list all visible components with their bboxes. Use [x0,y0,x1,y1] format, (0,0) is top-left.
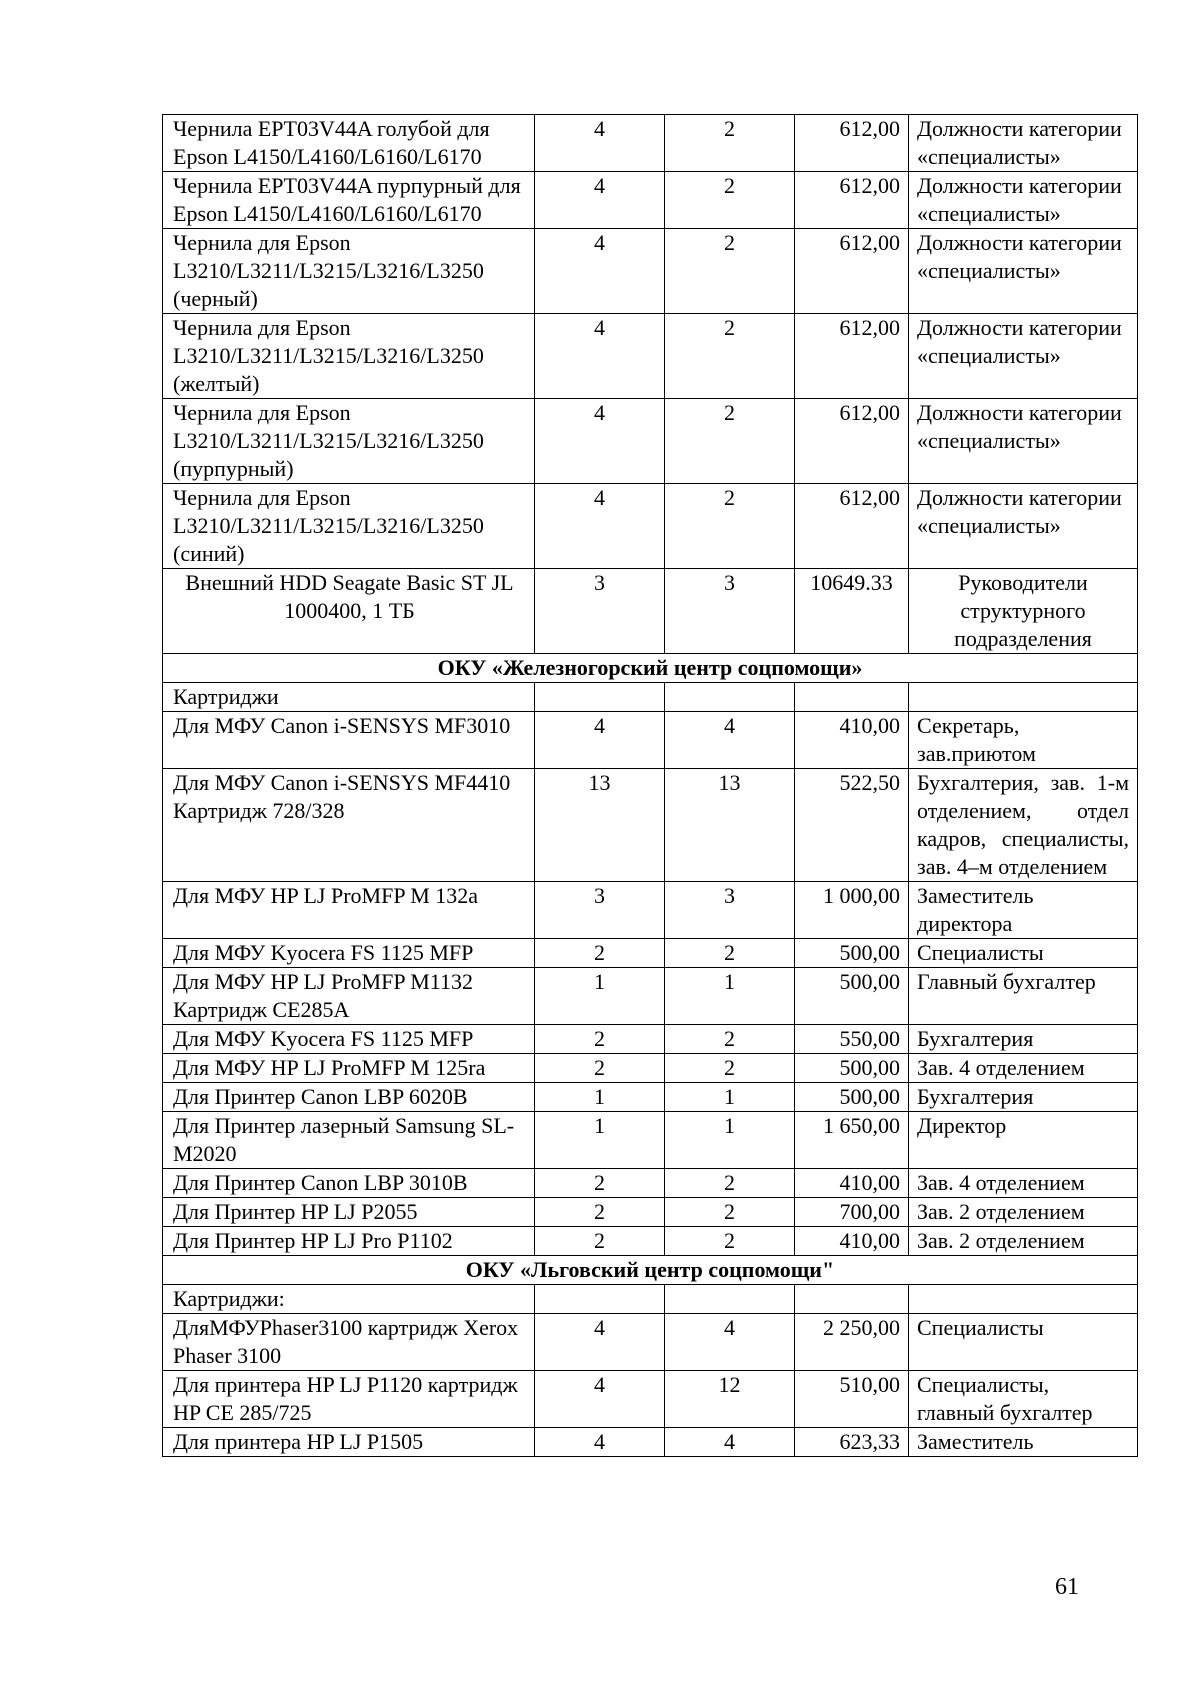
table-row [163,484,1138,569]
table-row [163,968,1138,1025]
position-cell: Секретарь, зав.приютом [909,712,1138,769]
table-row [163,1314,1138,1371]
price-cell: 700,00 [795,1198,909,1227]
count-cell: 2 [665,1198,795,1227]
price-cell: 410,00 [795,1227,909,1256]
price-cell: 500,00 [795,939,909,968]
count-cell: 1 [665,968,795,1025]
quantity-cell: 4 [535,314,665,399]
item-name-cell: Для МФУ Kyocera FS 1125 MFP [163,1025,535,1054]
position-cell: Главный бухгалтер [909,968,1138,1025]
quantity-cell: 4 [535,1314,665,1371]
category-label: Картриджи: [163,1285,535,1314]
position-cell: Должности категории «специалисты» [909,115,1138,172]
empty-cell [535,683,665,712]
quantity-cell: 1 [535,1112,665,1169]
item-name-cell: Чернила EPT03V44A пурпурный для Epson L4150/L4160/L6160/L6170 [163,172,535,229]
empty-cell [665,1285,795,1314]
quantity-cell: 4 [535,1371,665,1428]
category-label-row [163,1285,1138,1314]
item-name-cell: Для МФУ HP LJ ProMFP M 125ra [163,1054,535,1083]
position-cell: Заместитель [909,1428,1138,1457]
category-label-row [163,683,1138,712]
count-cell: 12 [665,1371,795,1428]
price-cell: 500,00 [795,1054,909,1083]
price-cell: 612,00 [795,484,909,569]
price-cell: 10649.33 [795,569,909,654]
quantity-cell: 4 [535,115,665,172]
item-name-cell: Чернила для Epson L3210/L3211/L3215/L3216/L3250 (черный) [163,229,535,314]
position-cell: Директор [909,1112,1138,1169]
price-cell: 612,00 [795,115,909,172]
table-row [163,399,1138,484]
count-cell: 3 [665,569,795,654]
position-cell: Зав. 4 отделением [909,1054,1138,1083]
table-row [163,1083,1138,1112]
quantity-cell: 2 [535,1198,665,1227]
count-cell: 1 [665,1112,795,1169]
position-cell: Зав. 4 отделением [909,1169,1138,1198]
quantity-cell: 2 [535,1054,665,1083]
count-cell: 3 [665,882,795,939]
table-row [163,115,1138,172]
count-cell: 2 [665,1169,795,1198]
table-row [163,1371,1138,1428]
item-name-cell: Чернила для Epson L3210/L3211/L3215/L3216/L3250 (синий) [163,484,535,569]
table-row [163,769,1138,882]
count-cell: 4 [665,1314,795,1371]
quantity-cell: 2 [535,939,665,968]
price-cell: 612,00 [795,399,909,484]
price-cell: 612,00 [795,229,909,314]
table-row [163,569,1138,654]
position-cell: Руководители структурного подразделения [909,569,1138,654]
position-cell: Зав. 2 отделением [909,1227,1138,1256]
quantity-cell: 1 [535,968,665,1025]
quantity-cell: 4 [535,229,665,314]
count-cell: 2 [665,229,795,314]
quantity-cell: 2 [535,1025,665,1054]
count-cell: 2 [665,172,795,229]
quantity-cell: 3 [535,882,665,939]
item-name-cell: Чернила для Epson L3210/L3211/L3215/L3216/L3250 (желтый) [163,314,535,399]
table-row [163,939,1138,968]
table-row [163,882,1138,939]
price-cell: 2 250,00 [795,1314,909,1371]
page-number: 61 [1055,1574,1079,1600]
count-cell: 2 [665,1227,795,1256]
item-name-cell: Для Принтер HP LJ Pro P1102 [163,1227,535,1256]
table-row [163,1428,1138,1457]
price-cell: 550,00 [795,1025,909,1054]
position-cell: Заместитель директора [909,882,1138,939]
count-cell: 2 [665,314,795,399]
price-cell: 510,00 [795,1371,909,1428]
table-row [163,712,1138,769]
quantity-cell: 4 [535,172,665,229]
count-cell: 4 [665,1428,795,1457]
price-cell: 410,00 [795,1169,909,1198]
quantity-cell: 2 [535,1227,665,1256]
supplies-table [162,114,1138,1457]
section-header-row [163,654,1138,683]
price-cell: 1 000,00 [795,882,909,939]
item-name-cell: Для МФУ Kyocera FS 1125 MFP [163,939,535,968]
position-cell: Должности категории «специалисты» [909,172,1138,229]
count-cell: 1 [665,1083,795,1112]
quantity-cell: 13 [535,769,665,882]
price-cell: 522,50 [795,769,909,882]
empty-cell [665,683,795,712]
count-cell: 4 [665,712,795,769]
table-row [163,1169,1138,1198]
empty-cell [795,683,909,712]
count-cell: 2 [665,115,795,172]
section-title: ОКУ «Льговский центр соцпомощи" [163,1256,1138,1285]
price-cell: 500,00 [795,1083,909,1112]
item-name-cell: Для Принтер Canon LBP 6020B [163,1083,535,1112]
position-cell: Бухгалтерия [909,1025,1138,1054]
price-cell: 1 650,00 [795,1112,909,1169]
price-cell: 612,00 [795,314,909,399]
empty-cell [909,1285,1138,1314]
position-cell: Должности категории «специалисты» [909,229,1138,314]
item-name-cell: Для Принтер Canon LBP 3010B [163,1169,535,1198]
table-row [163,1054,1138,1083]
supplies-table-body [163,115,1138,1457]
section-title: ОКУ «Железногорский центр соцпомощи» [163,654,1138,683]
table-row [163,1198,1138,1227]
quantity-cell: 3 [535,569,665,654]
item-name-cell: Для МФУ Canon i-SENSYS MF4410 Картридж 728/328 [163,769,535,882]
item-name-cell: Для МФУ HP LJ ProMFP M1132 Картридж CE285A [163,968,535,1025]
price-cell: 612,00 [795,172,909,229]
item-name-cell: ДляМФУPhaser3100 картридж Xerox Phaser 3100 [163,1314,535,1371]
quantity-cell: 4 [535,399,665,484]
quantity-cell: 4 [535,484,665,569]
count-cell: 2 [665,484,795,569]
table-row [163,314,1138,399]
count-cell: 2 [665,939,795,968]
table-row [163,1112,1138,1169]
item-name-cell: Внешний HDD Seagate Basic ST JL 1000400, 1 ТБ [163,569,535,654]
empty-cell [909,683,1138,712]
quantity-cell: 1 [535,1083,665,1112]
category-label: Картриджи [163,683,535,712]
count-cell: 2 [665,1025,795,1054]
section-header-row [163,1256,1138,1285]
position-cell: Зав. 2 отделением [909,1198,1138,1227]
position-cell: Бухгалтерия [909,1083,1138,1112]
item-name-cell: Для принтера HP LJ P1505 [163,1428,535,1457]
item-name-cell: Для Принтер HP LJ P2055 [163,1198,535,1227]
item-name-cell: Для принтера HP LJ P1120 картридж HP CE 285/725 [163,1371,535,1428]
item-name-cell: Чернила EPT03V44A голубой для Epson L4150/L4160/L6160/L6170 [163,115,535,172]
item-name-cell: Для Принтер лазерный Samsung SL-M2020 [163,1112,535,1169]
table-row [163,1227,1138,1256]
empty-cell [795,1285,909,1314]
quantity-cell: 2 [535,1169,665,1198]
position-cell: Должности категории «специалисты» [909,314,1138,399]
item-name-cell: Чернила для Epson L3210/L3211/L3215/L3216/L3250 (пурпурный) [163,399,535,484]
table-row [163,172,1138,229]
count-cell: 2 [665,1054,795,1083]
position-cell: Специалисты [909,1314,1138,1371]
price-cell: 500,00 [795,968,909,1025]
quantity-cell: 4 [535,712,665,769]
empty-cell [535,1285,665,1314]
item-name-cell: Для МФУ HP LJ ProMFP M 132a [163,882,535,939]
position-cell: Должности категории «специалисты» [909,399,1138,484]
table-row [163,229,1138,314]
item-name-cell: Для МФУ Canon i-SENSYS MF3010 [163,712,535,769]
quantity-cell: 4 [535,1428,665,1457]
price-cell: 410,00 [795,712,909,769]
table-row [163,1025,1138,1054]
position-cell: Бухгалтерия, зав. 1-м отделением, отдел кадров, специалисты, зав. 4–м отделением [909,769,1138,882]
position-cell: Специалисты [909,939,1138,968]
count-cell: 2 [665,399,795,484]
count-cell: 13 [665,769,795,882]
price-cell: 623,33 [795,1428,909,1457]
position-cell: Специалисты, главный бухгалтер [909,1371,1138,1428]
position-cell: Должности категории «специалисты» [909,484,1138,569]
